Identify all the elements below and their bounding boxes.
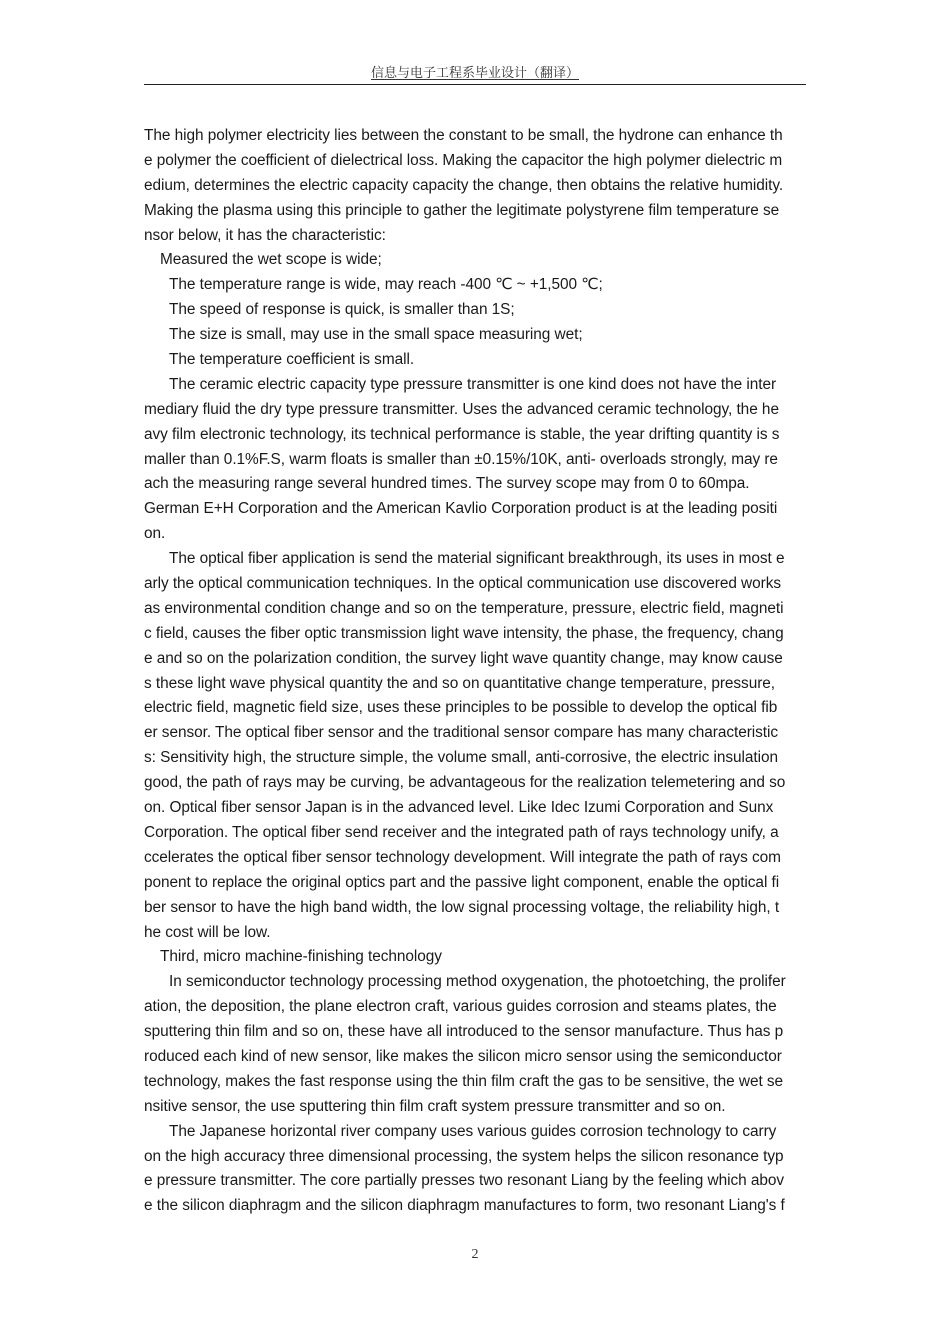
text-line: sputtering thin film and so on, these have all introduced to the sensor manufacture. Thus has p xyxy=(144,1023,784,1041)
text-line: electric field, magnetic field size, uses these principles to be possible to develop the optical fib xyxy=(144,699,778,717)
text-line: nsitive sensor, the use sputtering thin film craft system pressure transmitter and so on. xyxy=(144,1097,726,1115)
text-line: German E+H Corporation and the American Kavlio Corporation product is at the leading positi xyxy=(144,500,778,518)
paragraph-first-line: The Japanese horizontal river company uses various guides corrosion technology to carry xyxy=(169,1122,777,1140)
text-line: maller than 0.1%F.S, warm floats is smaller than ±0.15%/10K, anti- overloads strongly, may re xyxy=(144,450,778,468)
text-line: he cost will be low. xyxy=(144,923,271,941)
page-number: 2 xyxy=(471,1247,479,1262)
text-line: ccelerates the optical fiber sensor technology development. Will integrate the path of rays com xyxy=(144,848,781,866)
text-line: nsor below, it has the characteristic: xyxy=(144,226,386,244)
text-line: s these light wave physical quantity the and so on quantitative change temperature, pressure, xyxy=(144,674,776,692)
list-item: The speed of response is quick, is smaller than 1S; xyxy=(169,301,515,319)
text-line: The high polymer electricity lies between the constant to be small, the hydrone can enhance th xyxy=(144,127,783,144)
text-line: e and so on the polarization condition, the survey light wave quantity change, may know cause xyxy=(144,649,783,667)
text-line: edium, determines the electric capacity capacity the change, then obtains the relative humidity. xyxy=(144,176,784,194)
text-line: ation, the deposition, the plane electron craft, various guides corrosion and steams plates, the xyxy=(144,998,777,1016)
list-item: The temperature coefficient is small. xyxy=(169,351,415,369)
text-line: on the high accuracy three dimensional processing, the system helps the silicon resonance typ xyxy=(144,1147,784,1165)
text-line: on. Optical fiber sensor Japan is in the advanced level. Like Idec Izumi Corporation and Sunx xyxy=(144,799,774,817)
text-line: er sensor. The optical fiber sensor and the traditional sensor compare has many characteristic xyxy=(144,724,779,742)
text-line: on. xyxy=(144,525,166,543)
text-line: arly the optical communication techniques. In the optical communication use discovered works xyxy=(144,575,781,593)
text-line: c field, causes the fiber optic transmission light wave intensity, the phase, the frequency, chang xyxy=(144,624,784,642)
text-line: s: Sensitivity high, the structure simple, the volume small, anti-corrosive, the electric insulation xyxy=(144,749,778,767)
text-line: Corporation. The optical fiber send receiver and the integrated path of rays technology unify, a xyxy=(144,823,779,841)
text-line: mediary fluid the dry type pressure transmitter. Uses the advanced ceramic technology, the he xyxy=(144,400,779,418)
text-line: technology, makes the fast response using the thin film craft the gas to be sensitive, the wet se xyxy=(144,1072,784,1090)
list-item: The temperature range is wide, may reach -400 ℃ ~ +1,500 ℃; xyxy=(169,276,603,294)
text-line: avy film electronic technology, its technical performance is stable, the year drifting quantity is s xyxy=(144,425,780,443)
document-body xyxy=(144,124,850,1219)
text-line: ber sensor to have the high band width, the low signal processing voltage, the reliability high, t xyxy=(144,898,780,916)
text-line: roduced each kind of new sensor, like makes the silicon micro sensor using the semiconductor xyxy=(144,1047,782,1065)
paragraph-first-line: In semiconductor technology processing method oxygenation, the photoetching, the prolifer xyxy=(169,973,786,991)
list-item: The size is small, may use in the small space measuring wet; xyxy=(169,326,583,344)
text-line: Making the plasma using this principle to gather the legitimate polystyrene film temperature se xyxy=(144,201,780,219)
text-line: e pressure transmitter. The core partially presses two resonant Liang by the feeling which abov xyxy=(144,1172,785,1190)
text-line: ach the measuring range several hundred times. The survey scope may from 0 to 60mpa. xyxy=(144,475,750,493)
text-line: ponent to replace the original optics part and the passive light component, enable the optical fi xyxy=(144,873,780,891)
section-heading: Third, micro machine-finishing technology xyxy=(160,948,442,966)
paragraph-first-line: The optical fiber application is send the material significant breakthrough, its uses in most e xyxy=(169,550,785,568)
text-line: e polymer the coefficient of dielectrical loss. Making the capacitor the high polymer dielectric m xyxy=(144,151,783,169)
paragraph-first-line: The ceramic electric capacity type pressure transmitter is one kind does not have the inter xyxy=(169,375,777,393)
page-header xyxy=(144,66,806,85)
text-line: as environmental condition change and so on the temperature, pressure, electric field, magneti xyxy=(144,599,784,617)
text-line: good, the path of rays may be curving, be advantageous for the realization telemetering and so xyxy=(144,774,786,792)
text-line: e the silicon diaphragm and the silicon diaphragm manufactures to form, two resonant Liang's f xyxy=(144,1197,785,1215)
header-title: 信息与电子工程系毕业设计（翻译） xyxy=(370,66,579,81)
list-item: Measured the wet scope is wide; xyxy=(160,251,382,269)
